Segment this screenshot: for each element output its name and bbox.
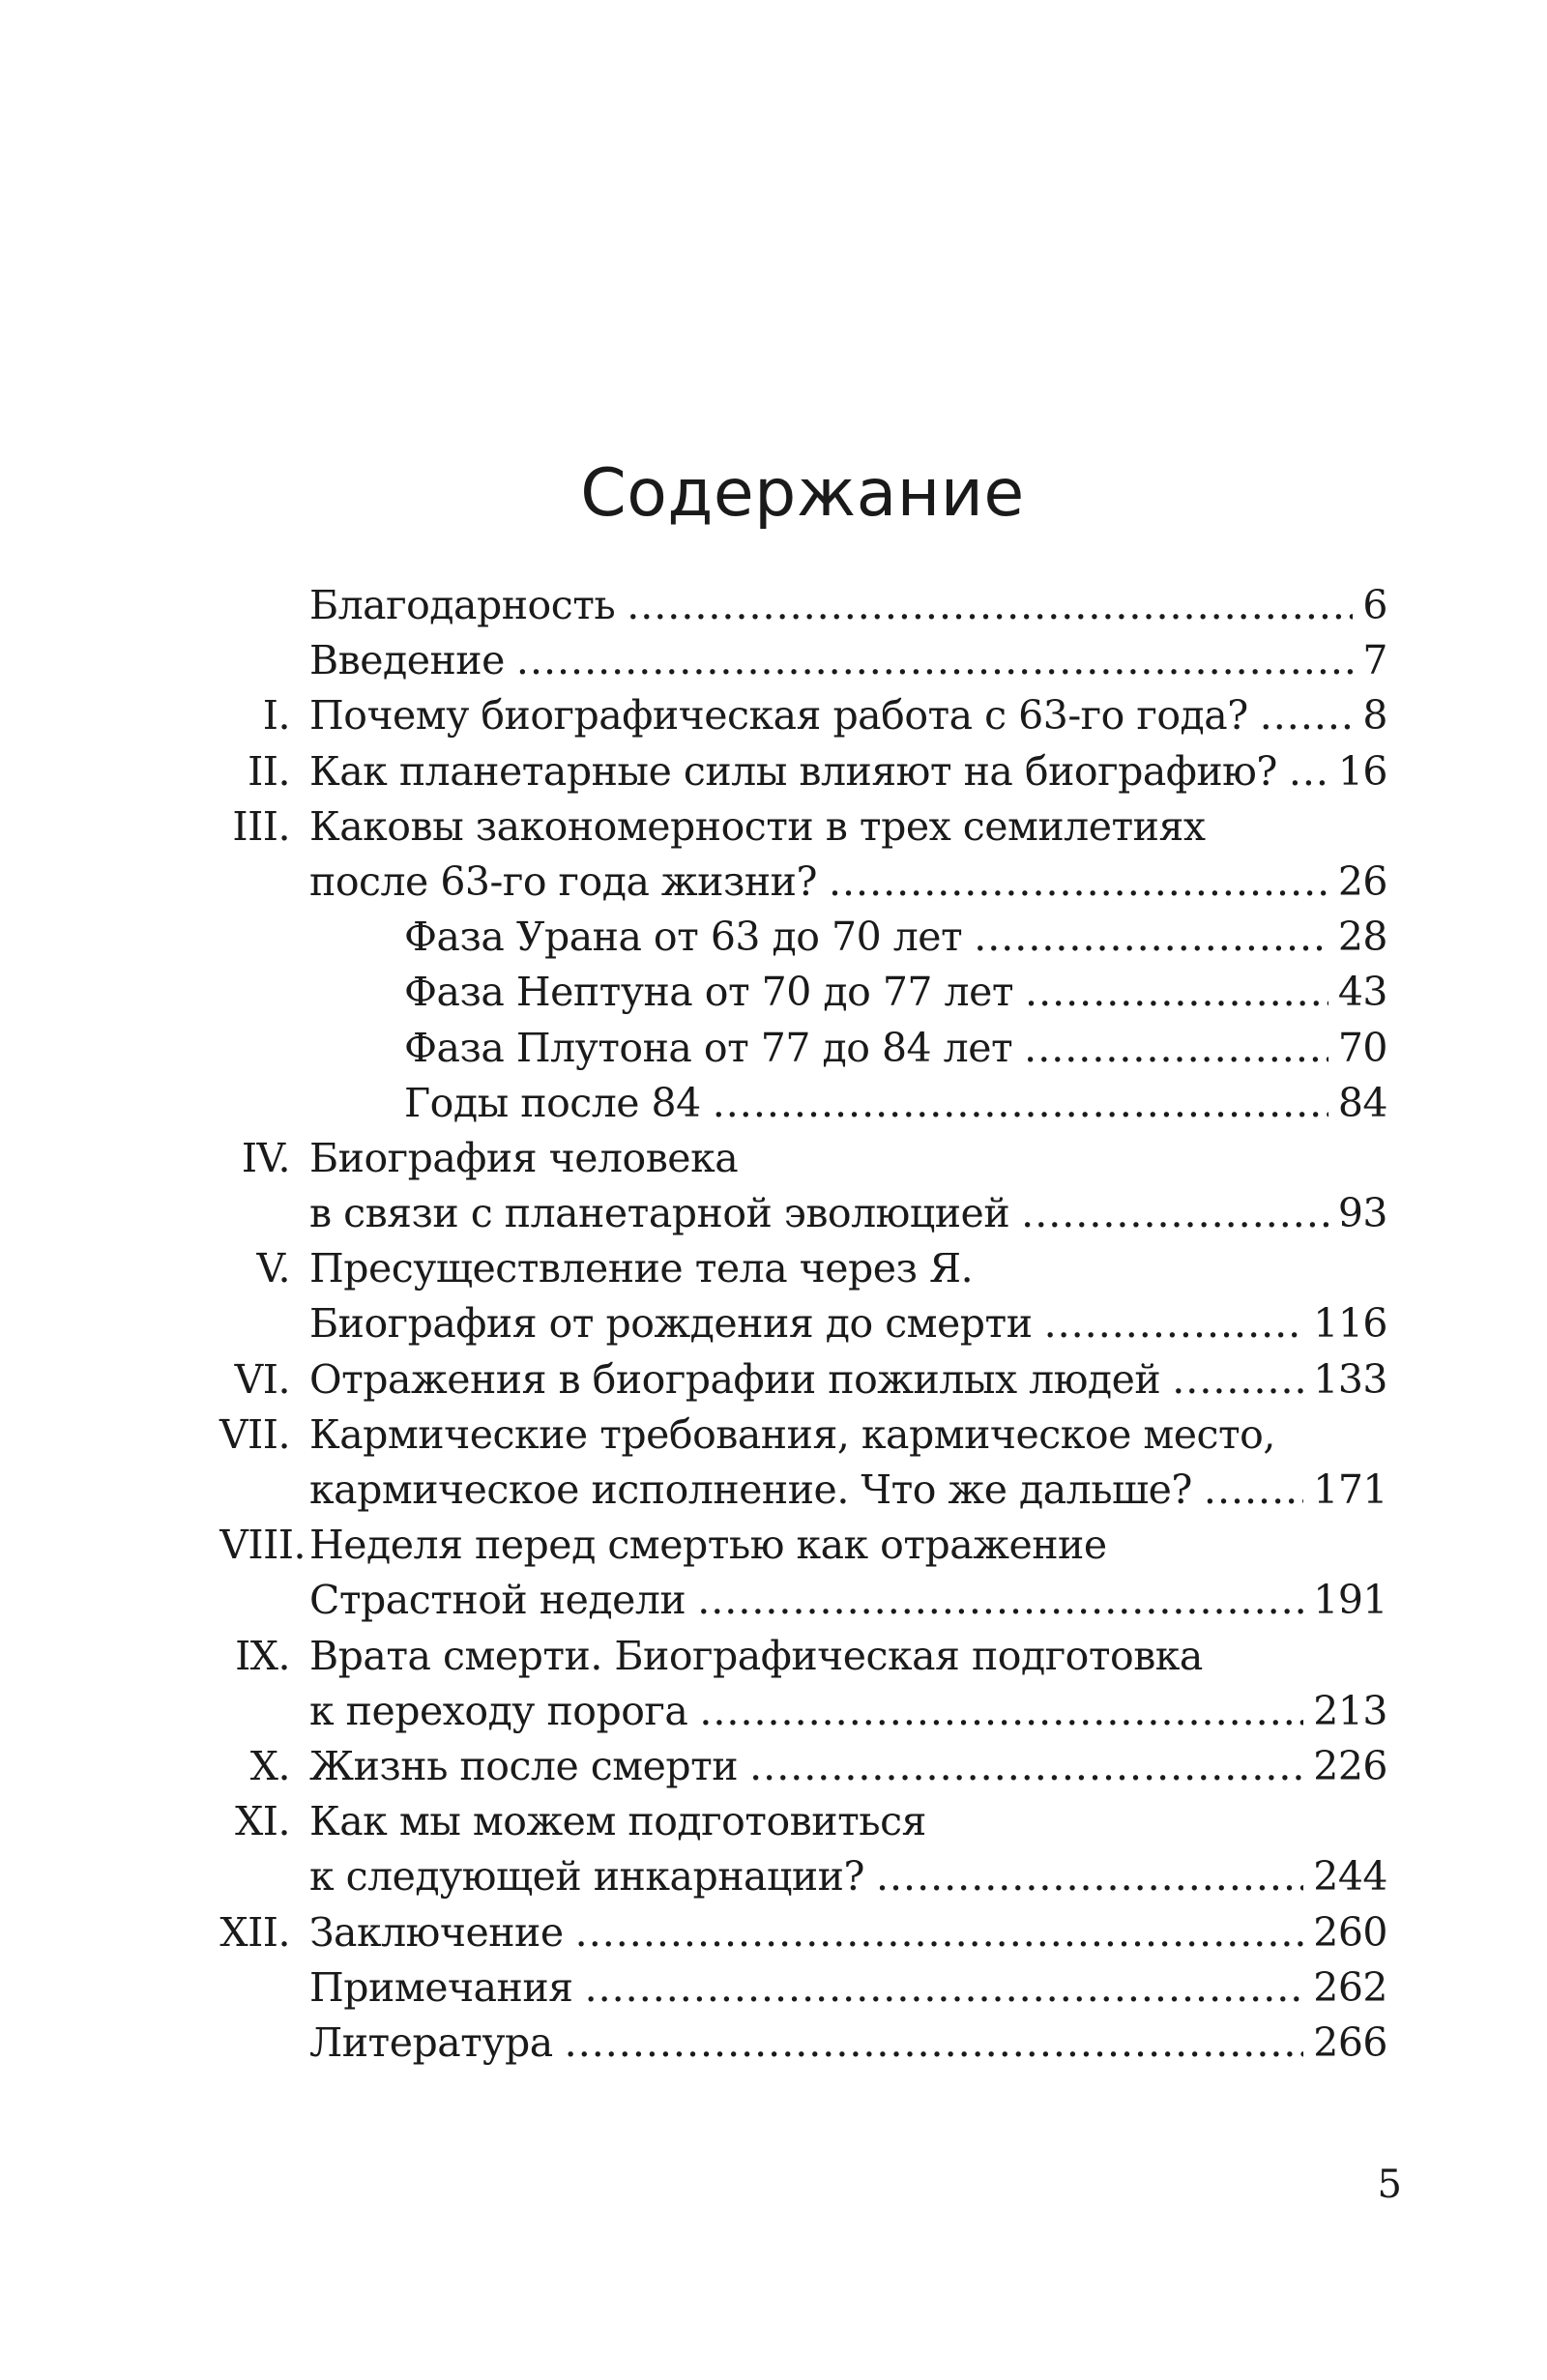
toc-line bbox=[0, 744, 1547, 799]
toc-entry[interactable] bbox=[0, 1518, 1547, 1628]
toc-page-number: 262 bbox=[1313, 1963, 1387, 2011]
toc-entry[interactable] bbox=[0, 1794, 1547, 1904]
toc-chapter-numeral: IV. bbox=[241, 1134, 290, 1181]
toc-leader-row bbox=[309, 1960, 1387, 2016]
toc-line bbox=[0, 1021, 1547, 1076]
toc-page-number: 133 bbox=[1313, 1355, 1387, 1403]
toc-page-number: 226 bbox=[1313, 1742, 1387, 1789]
toc-chapter-numeral: VIII. bbox=[219, 1522, 306, 1569]
toc-entry-title: Фаза Урана от 63 до 70 лет bbox=[404, 914, 963, 961]
toc-line bbox=[0, 1849, 1547, 1904]
dot-leader bbox=[699, 1684, 1303, 1739]
toc-line bbox=[0, 1739, 1547, 1794]
toc-chapter-numeral: X. bbox=[249, 1742, 290, 1789]
toc-entry-title: Жизнь после смерти bbox=[309, 1742, 739, 1789]
dot-leader bbox=[565, 2016, 1304, 2071]
toc-line bbox=[0, 1186, 1547, 1241]
toc-leader-row bbox=[404, 910, 1387, 965]
toc-page-number: 93 bbox=[1337, 1190, 1387, 1237]
toc-line bbox=[0, 1408, 1547, 1463]
toc-entry-title: Отражения в биографии пожилых людей bbox=[309, 1355, 1161, 1403]
toc-entry-title: Заключение bbox=[309, 1908, 564, 1956]
toc-entry-title: Введение bbox=[309, 637, 505, 684]
toc-chapter-numeral: III. bbox=[232, 802, 290, 850]
toc-chapter-numeral: XII. bbox=[219, 1908, 290, 1956]
toc-chapter-numeral: VII. bbox=[219, 1410, 290, 1458]
toc-page-number: 28 bbox=[1337, 914, 1387, 961]
dot-leader bbox=[1021, 1186, 1328, 1241]
toc-entry-title: Страстной недели bbox=[309, 1577, 686, 1624]
toc-chapter-numeral: V. bbox=[256, 1245, 290, 1292]
dot-leader bbox=[829, 855, 1328, 910]
toc-entry[interactable] bbox=[0, 1131, 1547, 1241]
toc-entry-title: Биография человека bbox=[309, 1134, 739, 1181]
toc-leader-row bbox=[309, 1739, 1387, 1794]
dot-leader bbox=[974, 910, 1328, 965]
toc-leader-row bbox=[404, 965, 1387, 1020]
toc-entry-title: Каковы закономерности в трех семилетиях bbox=[309, 802, 1206, 850]
toc-page-number: 8 bbox=[1362, 692, 1387, 740]
toc-entry-title: в связи с планетарной эволюцией bbox=[309, 1190, 1010, 1237]
toc-entry[interactable] bbox=[0, 2016, 1547, 2071]
dot-leader bbox=[749, 1739, 1303, 1794]
toc-line bbox=[0, 1352, 1547, 1408]
toc-line bbox=[0, 1573, 1547, 1628]
toc-leader-row bbox=[309, 1573, 1387, 1628]
toc-page-number: 171 bbox=[1313, 1466, 1387, 1513]
toc-line bbox=[0, 1905, 1547, 1960]
toc-line bbox=[0, 578, 1547, 633]
toc-entry[interactable] bbox=[0, 1629, 1547, 1739]
toc-line bbox=[0, 1131, 1547, 1186]
toc-line bbox=[0, 1076, 1547, 1131]
dot-leader bbox=[876, 1849, 1303, 1904]
toc-leader-row bbox=[309, 855, 1387, 910]
toc-chapter-numeral: VI. bbox=[234, 1355, 290, 1403]
page-number: 5 bbox=[1377, 2162, 1402, 2207]
toc-page-number: 266 bbox=[1313, 2018, 1387, 2066]
toc-entry[interactable] bbox=[0, 965, 1547, 1020]
toc-chapter-numeral: IX. bbox=[235, 1632, 290, 1679]
toc-entry[interactable] bbox=[0, 1905, 1547, 1960]
toc-entry-title: Пресуществление тела через Я. bbox=[309, 1245, 974, 1292]
toc-entry-title: Как мы можем подготовиться bbox=[309, 1798, 926, 1845]
toc-line bbox=[0, 1241, 1547, 1296]
toc-line bbox=[0, 855, 1547, 910]
toc-entry-title: к переходу порога bbox=[309, 1687, 688, 1734]
toc-line bbox=[0, 1684, 1547, 1739]
toc-line bbox=[0, 1960, 1547, 2016]
page-title: Содержание bbox=[580, 454, 1025, 532]
toc-leader-row bbox=[309, 1684, 1387, 1739]
toc-line bbox=[0, 1629, 1547, 1684]
dot-leader bbox=[516, 633, 1354, 688]
toc-entry[interactable] bbox=[0, 578, 1547, 633]
toc-entry[interactable] bbox=[0, 1739, 1547, 1794]
toc-line bbox=[0, 965, 1547, 1020]
toc-entry[interactable] bbox=[0, 1241, 1547, 1351]
dot-leader bbox=[1025, 965, 1328, 1020]
toc-entry-title: Биография от рождения до смерти bbox=[309, 1300, 1033, 1348]
toc-page-number: 191 bbox=[1313, 1577, 1387, 1624]
toc-entry-title: Фаза Нептуна от 70 до 77 лет bbox=[404, 969, 1014, 1016]
toc-line bbox=[0, 633, 1547, 688]
toc-line bbox=[0, 1518, 1547, 1573]
dot-leader bbox=[575, 1905, 1304, 1960]
toc-page-number: 260 bbox=[1313, 1908, 1387, 1956]
table-of-contents bbox=[0, 578, 1547, 2071]
toc-page-number: 7 bbox=[1362, 637, 1387, 684]
toc-entry[interactable] bbox=[0, 1021, 1547, 1076]
toc-leader-row bbox=[309, 1352, 1387, 1408]
toc-line bbox=[0, 910, 1547, 965]
toc-page-number: 116 bbox=[1313, 1300, 1387, 1348]
toc-line bbox=[0, 2016, 1547, 2071]
toc-entry-title: Примечания bbox=[309, 1963, 573, 2011]
toc-entry[interactable] bbox=[0, 1408, 1547, 1518]
dot-leader bbox=[1044, 1296, 1304, 1351]
toc-leader-row bbox=[309, 633, 1387, 688]
toc-chapter-numeral: I. bbox=[262, 692, 290, 740]
toc-page-number: 6 bbox=[1362, 582, 1387, 628]
toc-page-number: 26 bbox=[1337, 857, 1387, 905]
dot-leader bbox=[1289, 744, 1328, 799]
toc-page-number: 213 bbox=[1313, 1687, 1387, 1734]
toc-chapter-numeral: II. bbox=[248, 747, 290, 795]
toc-page-number: 70 bbox=[1337, 1024, 1387, 1071]
toc-entry-title: после 63-го года жизни? bbox=[309, 857, 817, 905]
toc-page-number: 16 bbox=[1337, 747, 1387, 795]
toc-leader-row bbox=[309, 688, 1387, 743]
toc-entry-title: Врата смерти. Биографическая подготовка bbox=[309, 1632, 1203, 1679]
toc-entry-title: Фаза Плутона от 77 до 84 лет bbox=[404, 1024, 1013, 1071]
toc-page-number: 244 bbox=[1313, 1853, 1387, 1901]
toc-entry-title: Благодарность bbox=[309, 582, 616, 628]
toc-entry-title: Кармические требования, кармическое место, bbox=[309, 1410, 1275, 1458]
toc-entry-title: Как планетарные силы влияют на биографию? bbox=[309, 747, 1277, 795]
dot-leader bbox=[1204, 1463, 1303, 1518]
toc-leader-row bbox=[309, 744, 1387, 799]
toc-line bbox=[0, 688, 1547, 743]
dot-leader bbox=[1260, 688, 1354, 743]
toc-leader-row bbox=[309, 578, 1387, 633]
toc-entry-title: Почему биографическая работа с 63-го года? bbox=[309, 692, 1248, 740]
toc-entry[interactable] bbox=[0, 744, 1547, 799]
toc-leader-row bbox=[404, 1076, 1387, 1131]
toc-line bbox=[0, 799, 1547, 855]
toc-leader-row bbox=[309, 1463, 1387, 1518]
dot-leader bbox=[1024, 1021, 1328, 1076]
toc-entry[interactable] bbox=[0, 910, 1547, 965]
toc-line bbox=[0, 1794, 1547, 1849]
toc-leader-row bbox=[309, 1849, 1387, 1904]
toc-entry-title: Годы после 84 bbox=[404, 1079, 701, 1126]
toc-chapter-numeral: XI. bbox=[235, 1798, 290, 1845]
toc-line bbox=[0, 1463, 1547, 1518]
toc-page-number: 43 bbox=[1337, 969, 1387, 1016]
toc-entry[interactable] bbox=[0, 688, 1547, 743]
toc-entry-title: Литература bbox=[309, 2018, 553, 2066]
dot-leader bbox=[713, 1076, 1328, 1131]
toc-entry[interactable] bbox=[0, 1076, 1547, 1131]
toc-leader-row bbox=[309, 1296, 1387, 1351]
dot-leader bbox=[1172, 1352, 1303, 1408]
dot-leader bbox=[697, 1573, 1303, 1628]
toc-leader-row bbox=[309, 1186, 1387, 1241]
toc-leader-row bbox=[404, 1021, 1387, 1076]
toc-leader-row bbox=[309, 1905, 1387, 1960]
toc-page-number: 84 bbox=[1337, 1079, 1387, 1126]
toc-entry-title: Неделя перед смертью как отражение bbox=[309, 1522, 1107, 1569]
toc-entry[interactable] bbox=[0, 799, 1547, 910]
toc-entry-title: кармическое исполнение. Что же дальше? bbox=[309, 1466, 1192, 1513]
toc-line bbox=[0, 1296, 1547, 1351]
dot-leader bbox=[627, 578, 1353, 633]
toc-entry-title: к следующей инкарнации? bbox=[309, 1853, 864, 1901]
toc-leader-row bbox=[309, 2016, 1387, 2071]
dot-leader bbox=[585, 1960, 1304, 2016]
toc-entry[interactable] bbox=[0, 1352, 1547, 1408]
toc-entry[interactable] bbox=[0, 1960, 1547, 2016]
toc-entry[interactable] bbox=[0, 633, 1547, 688]
